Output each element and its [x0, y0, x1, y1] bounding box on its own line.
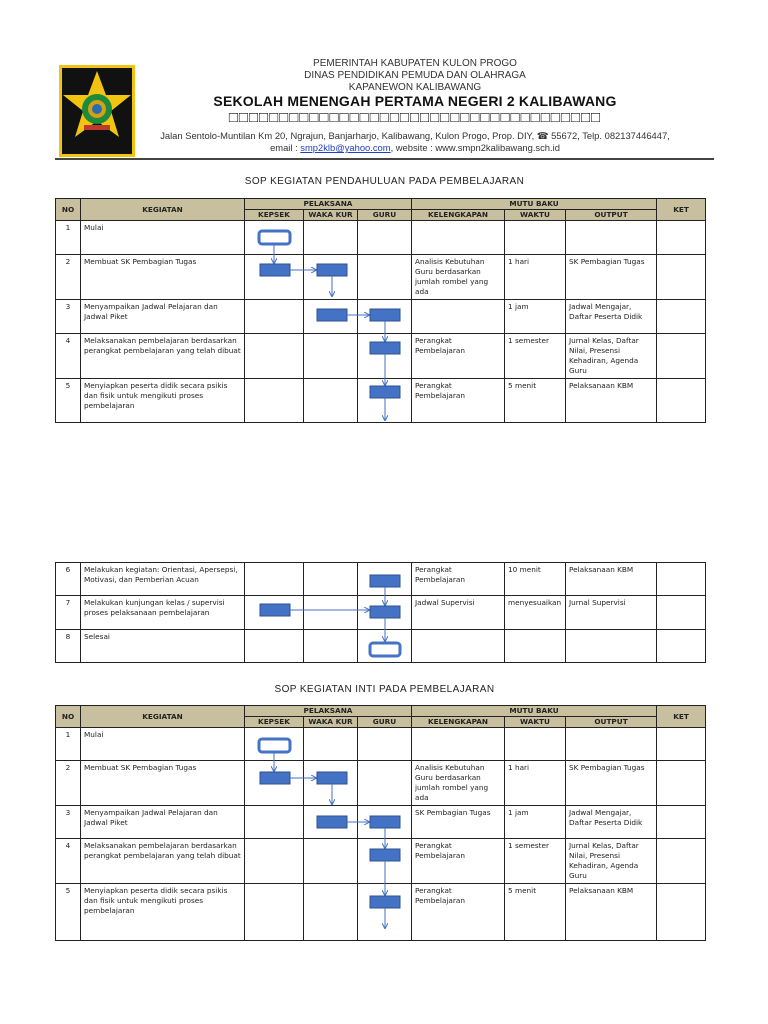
table-row: [56, 255, 706, 300]
row-kegiatan: Menyampaikan Jadwal Pelajaran dan Jadwal Piket: [81, 300, 245, 334]
email-label: email :: [270, 142, 301, 153]
table-row: [56, 334, 706, 379]
website-text: , website : www.smpn2kalibawang.sch.id: [390, 142, 560, 153]
row-output: Jadwal Mengajar, Daftar Peserta Didik: [566, 806, 657, 839]
col-pelaksana-header: PELAKSANA: [245, 706, 412, 717]
row-kelengkapan: Perangkat Pembelajaran: [412, 379, 505, 423]
row-ket: [657, 563, 706, 596]
row-no: 5: [56, 884, 81, 941]
row-kelengkapan: Perangkat Pembelajaran: [412, 839, 505, 884]
row-kegiatan: Menyiapkan peserta didik secara psikis dan fisik untuk mengikuti proses pembelajaran: [81, 379, 245, 423]
row-kegiatan: Melaksanakan pembelajaran berdasarkan perangkat pembelajaran yang telah dibuat: [81, 334, 245, 379]
col-waktu-header: WAKTU: [505, 717, 566, 728]
row-no: 1: [56, 221, 81, 255]
row-no: 5: [56, 379, 81, 423]
row-ket: [657, 255, 706, 300]
row-kelengkapan: Perangkat Pembelajaran: [412, 563, 505, 596]
row-no: 4: [56, 334, 81, 379]
row-no: 3: [56, 300, 81, 334]
row-kelengkapan: [412, 221, 505, 255]
row-no: 6: [56, 563, 81, 596]
row-waktu: 1 hari: [505, 761, 566, 806]
table-row: [56, 728, 706, 761]
table-row: [56, 839, 706, 884]
col-ket-header: KET: [657, 706, 706, 728]
col-kelengkapan-header: KELENGKAPAN: [412, 210, 505, 221]
sop1-title: SOP KEGIATAN PENDAHULUAN PADA PEMBELAJARAN: [244, 176, 525, 187]
row-waktu: 1 semester: [505, 334, 566, 379]
row-waktu: 10 menit: [505, 563, 566, 596]
col-output-header: OUTPUT: [566, 210, 657, 221]
col-kegiatan-header: KEGIATAN: [81, 199, 245, 221]
row-ket: [657, 300, 706, 334]
row-ket: [657, 761, 706, 806]
letterhead-divider: [55, 158, 714, 160]
school-address: Jalan Sentolo-Muntilan Km 20, Ngrajun, Banjarharjo, Kalibawang, Kulon Progo, Prop. DIY, ☎ 55672, Telp. 082137446447,: [160, 130, 670, 141]
row-kelengkapan: Analisis Kebutuhan Guru berdasarkan jumlah rombel yang ada: [412, 255, 505, 300]
row-kegiatan: Melakukan kegiatan: Orientasi, Apersepsi, Motivasi, dan Pemberian Acuan: [81, 563, 245, 596]
row-no: 2: [56, 761, 81, 806]
school-emblem-logo: [59, 65, 135, 157]
row-waktu: [505, 630, 566, 663]
dept-line: DINAS PENDIDIKAN PEMUDA DAN OLAHRAGA: [304, 70, 526, 81]
table-row: [56, 300, 706, 334]
row-ket: [657, 839, 706, 884]
row-ket: [657, 806, 706, 839]
row-output: [566, 630, 657, 663]
row-output: Pelaksanaan KBM: [566, 884, 657, 941]
table-row: [56, 761, 706, 806]
row-waktu: [505, 728, 566, 761]
row-output: Jurnal Kelas, Daftar Nilai, Presensi Kehadiran, Agenda Guru: [566, 839, 657, 884]
col-mutu-baku-header: MUTU BAKU: [412, 199, 657, 210]
row-no: 7: [56, 596, 81, 630]
sop1-table: [55, 198, 706, 423]
row-ket: [657, 221, 706, 255]
row-no: 8: [56, 630, 81, 663]
gov-line: PEMERINTAH KABUPATEN KULON PROGO: [313, 58, 517, 69]
col-guru-header: GURU: [358, 210, 412, 221]
row-output: Jadwal Mengajar, Daftar Peserta Didik: [566, 300, 657, 334]
row-output: [566, 221, 657, 255]
row-no: 3: [56, 806, 81, 839]
col-output-header: OUTPUT: [566, 717, 657, 728]
table-row: [56, 563, 706, 596]
email-link[interactable]: smp2klb@yahoo.com: [300, 142, 391, 153]
col-waka-kur-header: WAKA KUR: [304, 210, 358, 221]
table-row: [56, 630, 706, 663]
table-row: [56, 884, 706, 941]
col-no-header: NO: [56, 706, 81, 728]
row-kegiatan: Mulai: [81, 221, 245, 255]
row-kelengkapan: Jadwal Supervisi: [412, 596, 505, 630]
row-no: 2: [56, 255, 81, 300]
col-waktu-header: WAKTU: [505, 210, 566, 221]
table-row: [56, 806, 706, 839]
col-guru-header: GURU: [358, 717, 412, 728]
row-kelengkapan: Perangkat Pembelajaran: [412, 334, 505, 379]
row-waktu: [505, 221, 566, 255]
row-output: Jurnal Kelas, Daftar Nilai, Presensi Kehadiran, Agenda Guru: [566, 334, 657, 379]
col-mutu-baku-header: MUTU BAKU: [412, 706, 657, 717]
row-no: 1: [56, 728, 81, 761]
row-kegiatan: Melakukan kunjungan kelas / supervisi proses pelaksanaan pembelajaran: [81, 596, 245, 630]
district-line: KAPANEWON KALIBAWANG: [348, 82, 482, 93]
row-waktu: 1 hari: [505, 255, 566, 300]
sop2-table: [55, 705, 706, 941]
col-no-header: NO: [56, 199, 81, 221]
row-ket: [657, 728, 706, 761]
table-row: [56, 221, 706, 255]
col-ket-header: KET: [657, 199, 706, 221]
row-kelengkapan: [412, 630, 505, 663]
row-kelengkapan: SK Pembagian Tugas: [412, 806, 505, 839]
row-output: Pelaksanaan KBM: [566, 379, 657, 423]
row-ket: [657, 596, 706, 630]
col-pelaksana-header: PELAKSANA: [245, 199, 412, 210]
col-kepsek-header: KEPSEK: [245, 717, 304, 728]
row-kegiatan: Membuat SK Pembagian Tugas: [81, 761, 245, 806]
row-output: SK Pembagian Tugas: [566, 255, 657, 300]
row-kelengkapan: [412, 300, 505, 334]
row-output: Pelaksanaan KBM: [566, 563, 657, 596]
row-waktu: 1 jam: [505, 806, 566, 839]
row-waktu: 5 menit: [505, 379, 566, 423]
row-output: Jurnal Supervisi: [566, 596, 657, 630]
table-row: [56, 596, 706, 630]
school-name: SEKOLAH MENENGAH PERTAMA NEGERI 2 KALIBAWANG: [213, 93, 617, 109]
col-kegiatan-header: KEGIATAN: [81, 706, 245, 728]
col-kepsek-header: KEPSEK: [245, 210, 304, 221]
sop1-continuation-table: [55, 562, 706, 663]
row-waktu: 1 jam: [505, 300, 566, 334]
row-waktu: 1 semester: [505, 839, 566, 884]
row-kegiatan: Melaksanakan pembelajaran berdasarkan perangkat pembelajaran yang telah dibuat: [81, 839, 245, 884]
sop2-title: SOP KEGIATAN INTI PADA PEMBELAJARAN: [274, 684, 495, 695]
row-ket: [657, 630, 706, 663]
row-ket: [657, 334, 706, 379]
row-no: 4: [56, 839, 81, 884]
school-name-script: □□□□□□□□□□□□□□□□□□□□□□□□□□□□□□□□□□□□□: [228, 109, 602, 126]
row-kegiatan: Mulai: [81, 728, 245, 761]
row-kelengkapan: [412, 728, 505, 761]
row-ket: [657, 379, 706, 423]
col-waka-kur-header: WAKA KUR: [304, 717, 358, 728]
row-kegiatan: Selesai: [81, 630, 245, 663]
row-kegiatan: Membuat SK Pembagian Tugas: [81, 255, 245, 300]
row-output: [566, 728, 657, 761]
row-kegiatan: Menyampaikan Jadwal Pelajaran dan Jadwal Piket: [81, 806, 245, 839]
row-waktu: menyesuaikan: [505, 596, 566, 630]
row-kelengkapan: Analisis Kebutuhan Guru berdasarkan jumlah rombel yang ada: [412, 761, 505, 806]
table-row: [56, 379, 706, 423]
row-kelengkapan: Perangkat Pembelajaran: [412, 884, 505, 941]
row-ket: [657, 884, 706, 941]
row-kegiatan: Menyiapkan peserta didik secara psikis dan fisik untuk mengikuti proses pembelajaran: [81, 884, 245, 941]
col-kelengkapan-header: KELENGKAPAN: [412, 717, 505, 728]
row-output: SK Pembagian Tugas: [566, 761, 657, 806]
row-waktu: 5 menit: [505, 884, 566, 941]
contact-line: [150, 142, 680, 153]
